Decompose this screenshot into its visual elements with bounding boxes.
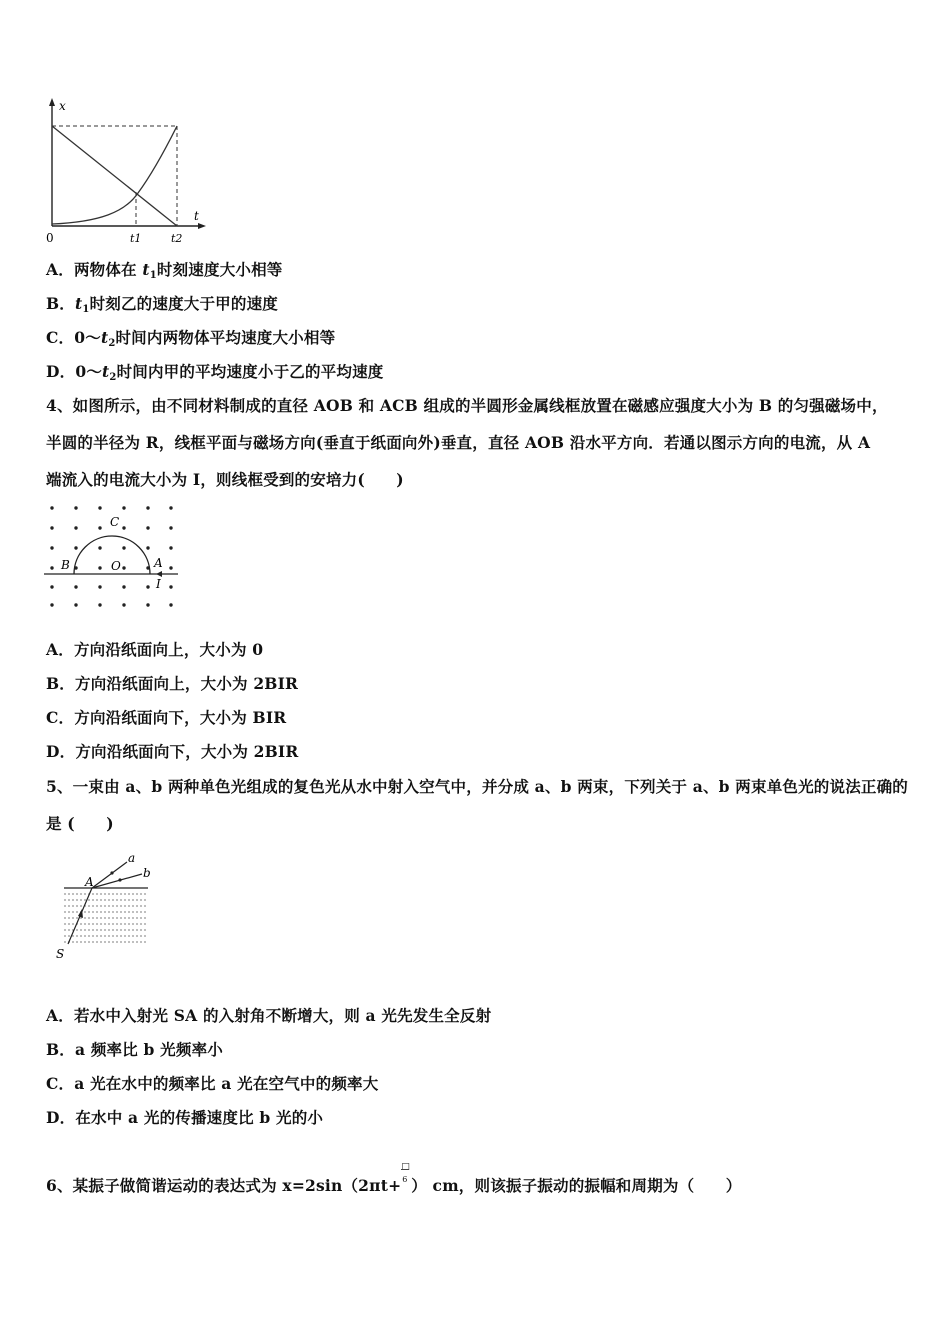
field-dot [146,526,149,529]
field-dot [146,585,149,588]
field-dot [122,546,125,549]
field-dot [98,603,101,606]
q6-frac-num: □ [401,1162,410,1172]
label-x: x [59,99,66,113]
ray-a-arrow [110,871,113,874]
field-dot [146,546,149,549]
q4-stem-line-1: 4、如图所示，由不同材料制成的直径 AOB 和 ACB 组成的半圆形金属线框放置在磁感应强度大小为 B 的匀强磁场中， [46,396,888,415]
field-dot [50,526,53,529]
q4-option-c: C．方向沿纸面向下，大小为 BIR [46,708,287,727]
q3-option-d: D．$0\sim t_2$时间内甲的平均速度小于乙的平均速度 [46,362,384,383]
q5-option-a: A．若水中入射光 SA 的入射角不断增大，则 a 光先发生全反射 [46,1006,492,1025]
field-dot [74,603,77,606]
label-t2: t2 [171,232,183,245]
ray-b [92,874,142,888]
label-C: C [110,515,120,529]
q4-option-b: B．方向沿纸面向上，大小为 2BIR [46,674,299,693]
t-axis-arrow [198,223,206,229]
ray-b-arrow [118,878,121,881]
field-dot [50,546,53,549]
field-dot [98,506,101,509]
field-dot [98,585,101,588]
q5-option-b: B．a 频率比 b 光频率小 [46,1040,223,1059]
label-origin: 0 [46,231,54,245]
q5-stem-line-1: 5、一束由 a、b 两种单色光组成的复色光从水中射入空气中，并分成 a、b 两束，下列关于 a、b 两束单色光的说法正确的 [46,777,909,796]
q3-option-b: B．$t_1$时刻乙的速度大于甲的速度 [46,294,278,315]
q4-option-a: A．方向沿纸面向上，大小为 0 [46,640,264,659]
field-dot [98,546,101,549]
label-A: A [85,875,94,889]
field-dot [122,506,125,509]
label-t1: t1 [130,232,142,245]
field-dot [169,566,172,569]
field-dot [50,506,53,509]
field-dot [98,526,101,529]
field-dot [169,506,172,509]
label-B: B [61,558,70,572]
field-dot [74,506,77,509]
field-dot [146,506,149,509]
q5-option-d: D．在水中 a 光的传播速度比 b 光的小 [46,1108,324,1127]
field-dot [122,566,125,569]
q4-option-d: D．方向沿纸面向下，大小为 2BIR [46,742,299,761]
q6-stem [46,1162,742,1196]
q4-stem-line-3: 端流入的电流大小为 I，则线框受到的安培力( ) [46,470,404,489]
field-dot [169,585,172,588]
q5-stem-line-2: 是 ( ) [46,814,114,833]
label-I: I [156,577,161,591]
field-dot [50,603,53,606]
q6-frac-den: 6 [402,1175,408,1184]
field-dot [122,603,125,606]
x-axis-arrow [49,98,55,106]
label-b: b [143,866,151,880]
field-dot [122,585,125,588]
label-t: t [194,209,199,223]
field-dot [169,526,172,529]
field-dot [169,603,172,606]
line-jia [52,126,177,226]
label-a: a [128,851,136,865]
q6-stem-pre: 6、某振子做简谐运动的表达式为 x=2sin（2πt+ [46,1176,402,1195]
field-dot [169,546,172,549]
magnetic-field-figure [44,500,184,615]
field-dot [146,603,149,606]
q6-fraction [401,1162,411,1191]
q3-option-c: C．$0\sim t_2$时间内两物体平均速度大小相等 [46,328,336,349]
field-dot [74,526,77,529]
water-lines [64,894,148,942]
label-A: A [154,556,163,570]
q4-stem-line-2: 半圆的半径为 R，线框平面与磁场方向(垂直于纸面向外)垂直，直径 AOB 沿水平方向．若通以图示方向的电流，从 A [46,433,871,452]
label-O: O [111,559,121,573]
refraction-figure [52,848,162,963]
field-dot [50,566,53,569]
field-dot [122,526,125,529]
field-dot [74,585,77,588]
q5-option-c: C．a 光在水中的频率比 a 光在空气中的频率大 [46,1074,379,1093]
field-dot [98,566,101,569]
xt-graph [40,96,210,246]
label-S: S [56,947,65,961]
ray-a [92,862,127,888]
q6-stem-post: ） cm，则该振子振动的振幅和周期为（ ） [411,1176,742,1195]
field-dot [74,546,77,549]
q3-option-a: A．两物体在 $t_1$时刻速度大小相等 [46,260,283,281]
field-dot [50,585,53,588]
